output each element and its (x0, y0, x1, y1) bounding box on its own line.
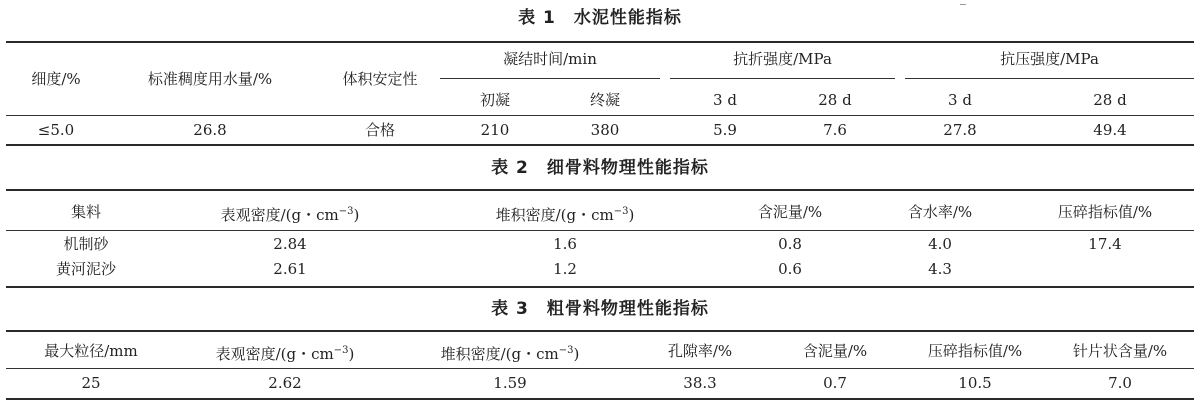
table1-cell-comp-3d: 27.8 (943, 121, 977, 139)
table1-header-water: 标准稠度用水量/% (147, 70, 273, 88)
table2-row2-apparent-density: 2.61 (273, 260, 307, 278)
table3-top-rule (6, 330, 1194, 332)
table2-row2-mud: 0.6 (778, 260, 802, 278)
table3-apparent-exponent: −3 (333, 345, 349, 356)
table1-header-soundness: 体积安定性 (342, 70, 418, 88)
table1-cell-flex-28d: 7.6 (823, 121, 847, 139)
table2-apparent-exponent: −3 (338, 206, 354, 217)
table3-cell-flaky: 7.0 (1108, 374, 1132, 392)
table1-cell-soundness: 合格 (364, 121, 395, 139)
table2-header-mud: 含泥量/% (757, 203, 823, 221)
table3-bottom-rule (6, 398, 1194, 400)
table1-header-setting-time: 凝结时间/min (503, 50, 597, 68)
scan-artifact (960, 4, 966, 5)
table2-top-rule (6, 189, 1194, 191)
table1-header-initial-set: 初凝 (479, 91, 510, 109)
table3-header-crush: 压碎指标值/% (927, 342, 1023, 360)
table3-cell-apparent-density: 2.62 (268, 374, 302, 392)
table3-header-porosity: 孔隙率/% (667, 342, 733, 360)
table1-header-compressive: 抗压强度/MPa (1000, 50, 1099, 68)
table1-title: 表 1 水泥性能指标 (518, 8, 682, 28)
table2-header-material: 集料 (70, 203, 101, 221)
table2-row2-material: 黄河泥沙 (55, 260, 116, 278)
table3-bulk-exponent: −3 (558, 345, 574, 356)
table2-bulk-exponent: −3 (613, 206, 629, 217)
table1-subrule-flexural (670, 78, 895, 79)
table1-header-flex-3d: 3 d (713, 91, 737, 109)
table3-cell-mud: 0.7 (823, 374, 847, 392)
table3-title: 表 3 粗骨料物理性能指标 (491, 299, 709, 319)
table1-subrule-setting (440, 78, 660, 79)
table3-header-bulk-density: 堆积密度/(g・$cm^{-3}$) (440, 345, 580, 363)
table1-bottom-rule (6, 144, 1194, 146)
table1-subrule-compressive (905, 78, 1194, 79)
table2-header-apparent-density: 表观密度/(g・$cm^{-3}$) (220, 206, 360, 224)
table1-cell-fineness: ≤5.0 (37, 121, 75, 139)
table1-header-comp-28d: 28 d (1093, 91, 1127, 109)
table2-header-moisture: 含水率/% (907, 203, 973, 221)
table1-header-final-set: 终凝 (589, 91, 620, 109)
table2-row1-bulk-density: 1.6 (553, 235, 577, 253)
table2-row2-bulk-density: 1.2 (553, 260, 577, 278)
table2-row1-mud: 0.8 (778, 235, 802, 253)
table3-cell-crush: 10.5 (958, 374, 992, 392)
table3-header-mud: 含泥量/% (802, 342, 868, 360)
table2-header-crush: 压碎指标值/% (1057, 203, 1153, 221)
table2-row1-apparent-density: 2.84 (273, 235, 307, 253)
table1-cell-comp-28d: 49.4 (1093, 121, 1127, 139)
table3-cell-porosity: 38.3 (683, 374, 717, 392)
table1-header-comp-3d: 3 d (948, 91, 972, 109)
table1-cell-water: 26.8 (193, 121, 227, 139)
table1-header-fineness: 细度/% (31, 70, 81, 88)
table3-header-rule (6, 368, 1194, 369)
table3-cell-max-size: 25 (81, 374, 101, 392)
table1-cell-initial-set: 210 (480, 121, 510, 139)
table1-header-flexural: 抗折强度/MPa (733, 50, 832, 68)
table2-row1-moisture: 4.0 (928, 235, 952, 253)
table3-header-max-size: 最大粒径/mm (44, 342, 138, 360)
table1-header-rule (6, 115, 1194, 116)
table1-header-flex-28d: 28 d (818, 91, 852, 109)
table2-bottom-rule (6, 286, 1194, 288)
table3-header-apparent-density: 表观密度/(g・$cm^{-3}$) (215, 345, 355, 363)
table3-cell-bulk-density: 1.59 (493, 374, 527, 392)
table2-title: 表 2 细骨料物理性能指标 (491, 158, 709, 178)
table2-header-bulk-density: 堆积密度/(g・$cm^{-3}$) (495, 206, 635, 224)
table1-cell-final-set: 380 (590, 121, 620, 139)
table3-header-flaky: 针片状含量/% (1072, 342, 1168, 360)
table1-top-rule (6, 41, 1194, 43)
table2-row1-material: 机制砂 (63, 235, 109, 253)
table1-cell-flex-3d: 5.9 (713, 121, 737, 139)
table2-header-rule (6, 230, 1194, 231)
table2-row2-moisture: 4.3 (928, 260, 952, 278)
table2-row1-crush: 17.4 (1088, 235, 1122, 253)
